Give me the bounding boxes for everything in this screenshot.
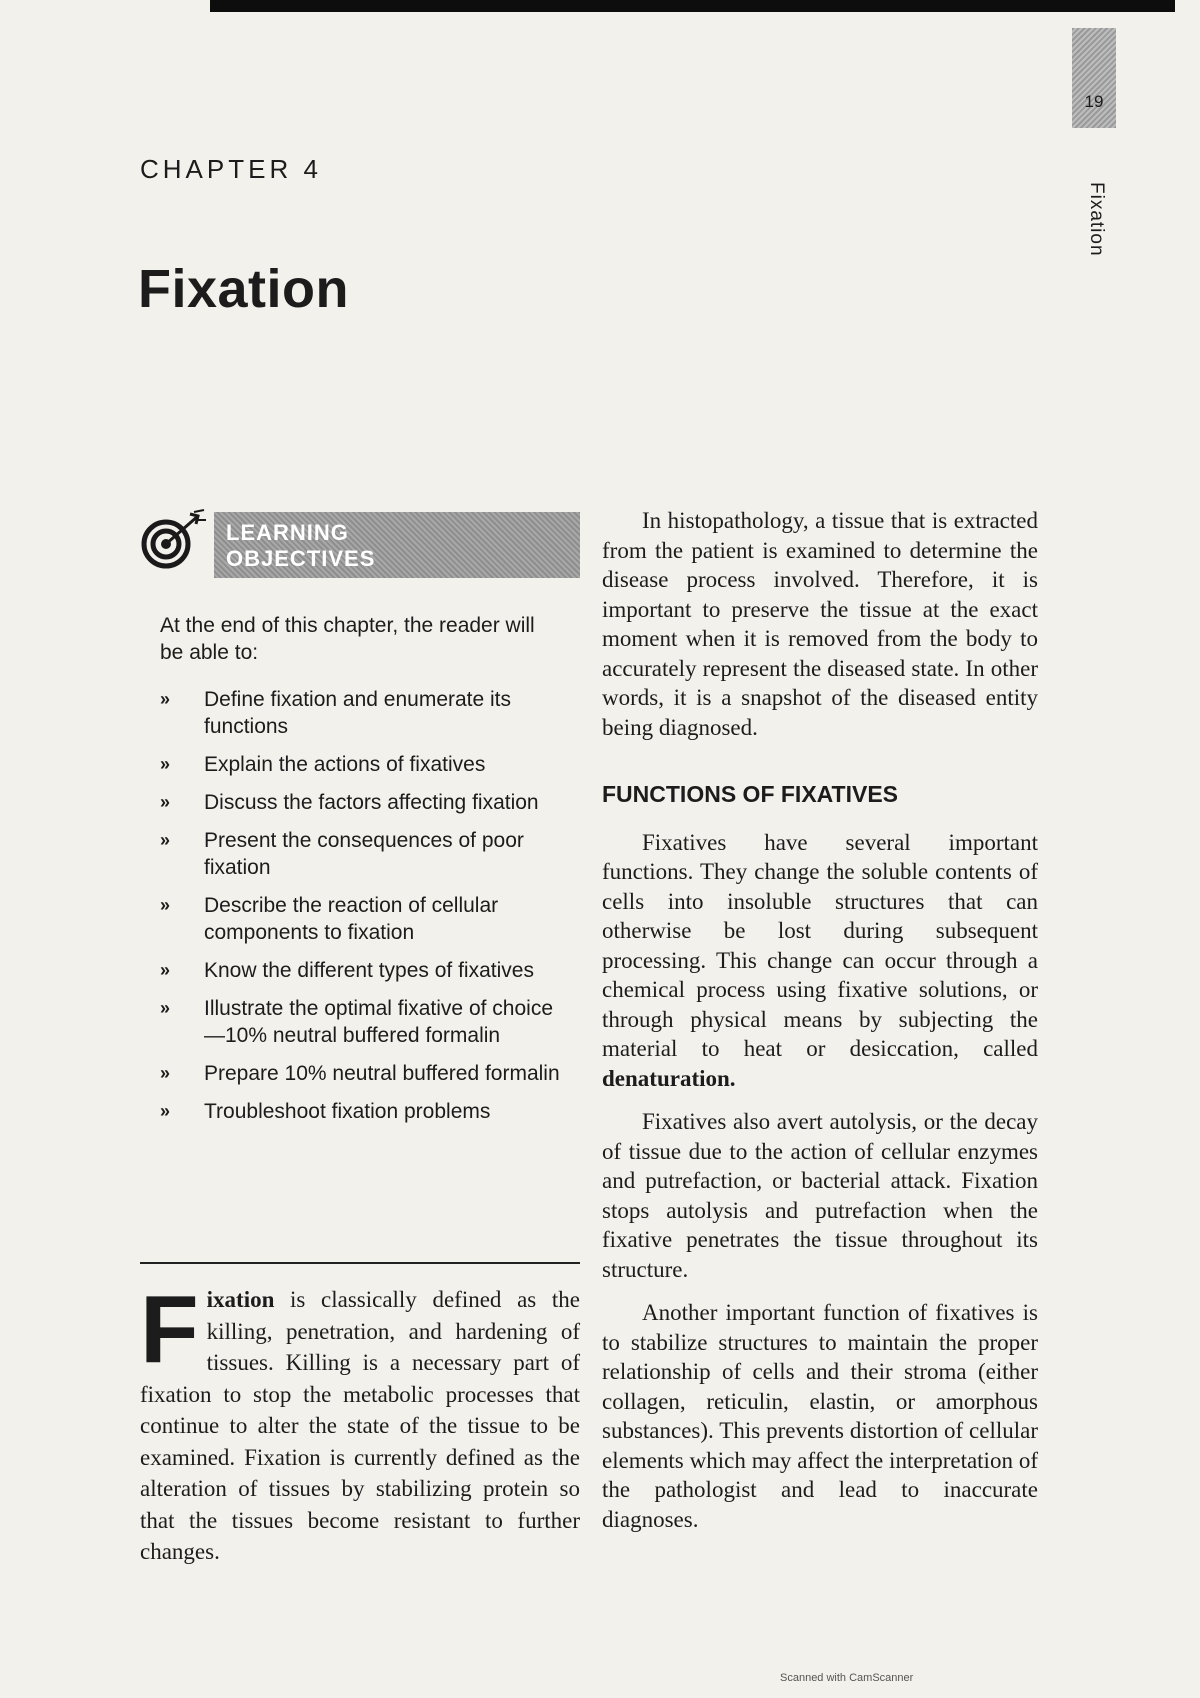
objective-text: Illustrate the optimal fixative of choice—10% neutral buffered formalin [204, 997, 554, 1047]
target-icon [138, 508, 210, 570]
objective-text: Describe the reaction of cellular components to fixation [204, 894, 499, 944]
objective-text: Troubleshoot fixation problems [204, 1100, 491, 1123]
chapter-title: Fixation [138, 259, 350, 319]
bullet-glyph: » [160, 1063, 171, 1083]
learning-objectives-title: LEARNING OBJECTIVES [226, 520, 376, 571]
bullet-glyph: » [160, 754, 171, 774]
section-divider [140, 1262, 580, 1264]
scanner-footer: Scanned with CamScanner [780, 1672, 914, 1684]
learning-objectives-header [138, 508, 580, 578]
bullet-glyph: » [160, 1101, 171, 1121]
objective-item [160, 892, 560, 946]
intro-text: is classically defined as the killing, penetration, and hardening of tissues. Killing is a necessary part of fixation to stop the metabolic processes that continue to alter the state of the tissue to be examined. Fixation is currently defined as the alteration of tissues by stabilizing protein so that the tissues become resistant to further changes. [140, 1287, 580, 1564]
objective-item [160, 751, 560, 778]
objective-text: Define fixation and enumerate its functions [204, 688, 512, 738]
objective-text: Present the consequences of poor fixation [204, 829, 524, 879]
bullet-glyph: » [160, 689, 171, 709]
paragraph-autolysis: Fixatives also avert autolysis, or the decay of tissue due to the action of cellular enzymes and putrefaction, or bacterial attack. Fixation stops autolysis and putrefaction when the fixative penetrates the tissue throughout its structure. [602, 1109, 1038, 1282]
drop-cap: F [140, 1276, 199, 1383]
objective-item [160, 789, 560, 816]
objective-item [160, 1060, 560, 1087]
paragraph-histopathology: In histopathology, a tissue that is extracted from the patient is examined to determine the disease process involved. Therefore, it is important to preserve the tissue at the exact moment when it is removed from the body to accurately represent the diseased state. In other words, it is a snapshot of the diseased entity being diagnosed. [602, 508, 1038, 740]
objective-item [160, 1098, 560, 1125]
intro-lead-word: ixation [206, 1287, 275, 1312]
objective-item [160, 957, 560, 984]
page-number: 19 [1084, 92, 1104, 111]
bullet-glyph: » [160, 960, 171, 980]
page-tab [1072, 28, 1116, 128]
learning-objectives-banner [214, 512, 580, 578]
bullet-glyph: » [160, 998, 171, 1018]
objective-text: Discuss the factors affecting fixation [204, 791, 539, 814]
bullet-glyph: » [160, 792, 171, 812]
right-column [602, 506, 1038, 1548]
learning-objectives-list [160, 686, 560, 1136]
objective-item [160, 995, 560, 1049]
bullet-glyph: » [160, 830, 171, 850]
top-bar [210, 0, 1175, 12]
objective-item [160, 827, 560, 881]
objective-text: Prepare 10% neutral buffered formalin [204, 1062, 560, 1085]
running-title: Fixation [1086, 182, 1107, 257]
learning-objectives-intro: At the end of this chapter, the reader will be able to: [160, 614, 535, 664]
section-heading: FUNCTIONS OF FIXATIVES [602, 781, 899, 807]
objective-text: Explain the actions of fixatives [204, 753, 486, 776]
paragraph-functions [602, 828, 1038, 1094]
intro-paragraph [140, 1276, 580, 1568]
objective-text: Know the different types of fixatives [204, 959, 534, 982]
chapter-label: CHAPTER 4 [140, 154, 322, 184]
bullet-glyph: » [160, 895, 171, 915]
paragraph-stabilize: Another important function of fixatives is to stabilize structures to maintain the proper relationship of cells and their stroma (either collagen, reticulin, elastin, or amorphous substances). This prevents distortion of cellular elements which may affect the interpretation of the pathologist and lead to inaccurate diagnoses. [602, 1300, 1038, 1532]
term-denaturation: denaturation. [602, 1065, 736, 1091]
paragraph-functions-text: Fixatives have several important functions. They change the soluble contents of cells into insoluble structures that can otherwise be lost during subsequent processing. This change can occur through a chemical process using fixative solutions, or through physical means by subjecting the material to heat or desiccation, called [602, 829, 1038, 1061]
objective-item [160, 686, 560, 740]
